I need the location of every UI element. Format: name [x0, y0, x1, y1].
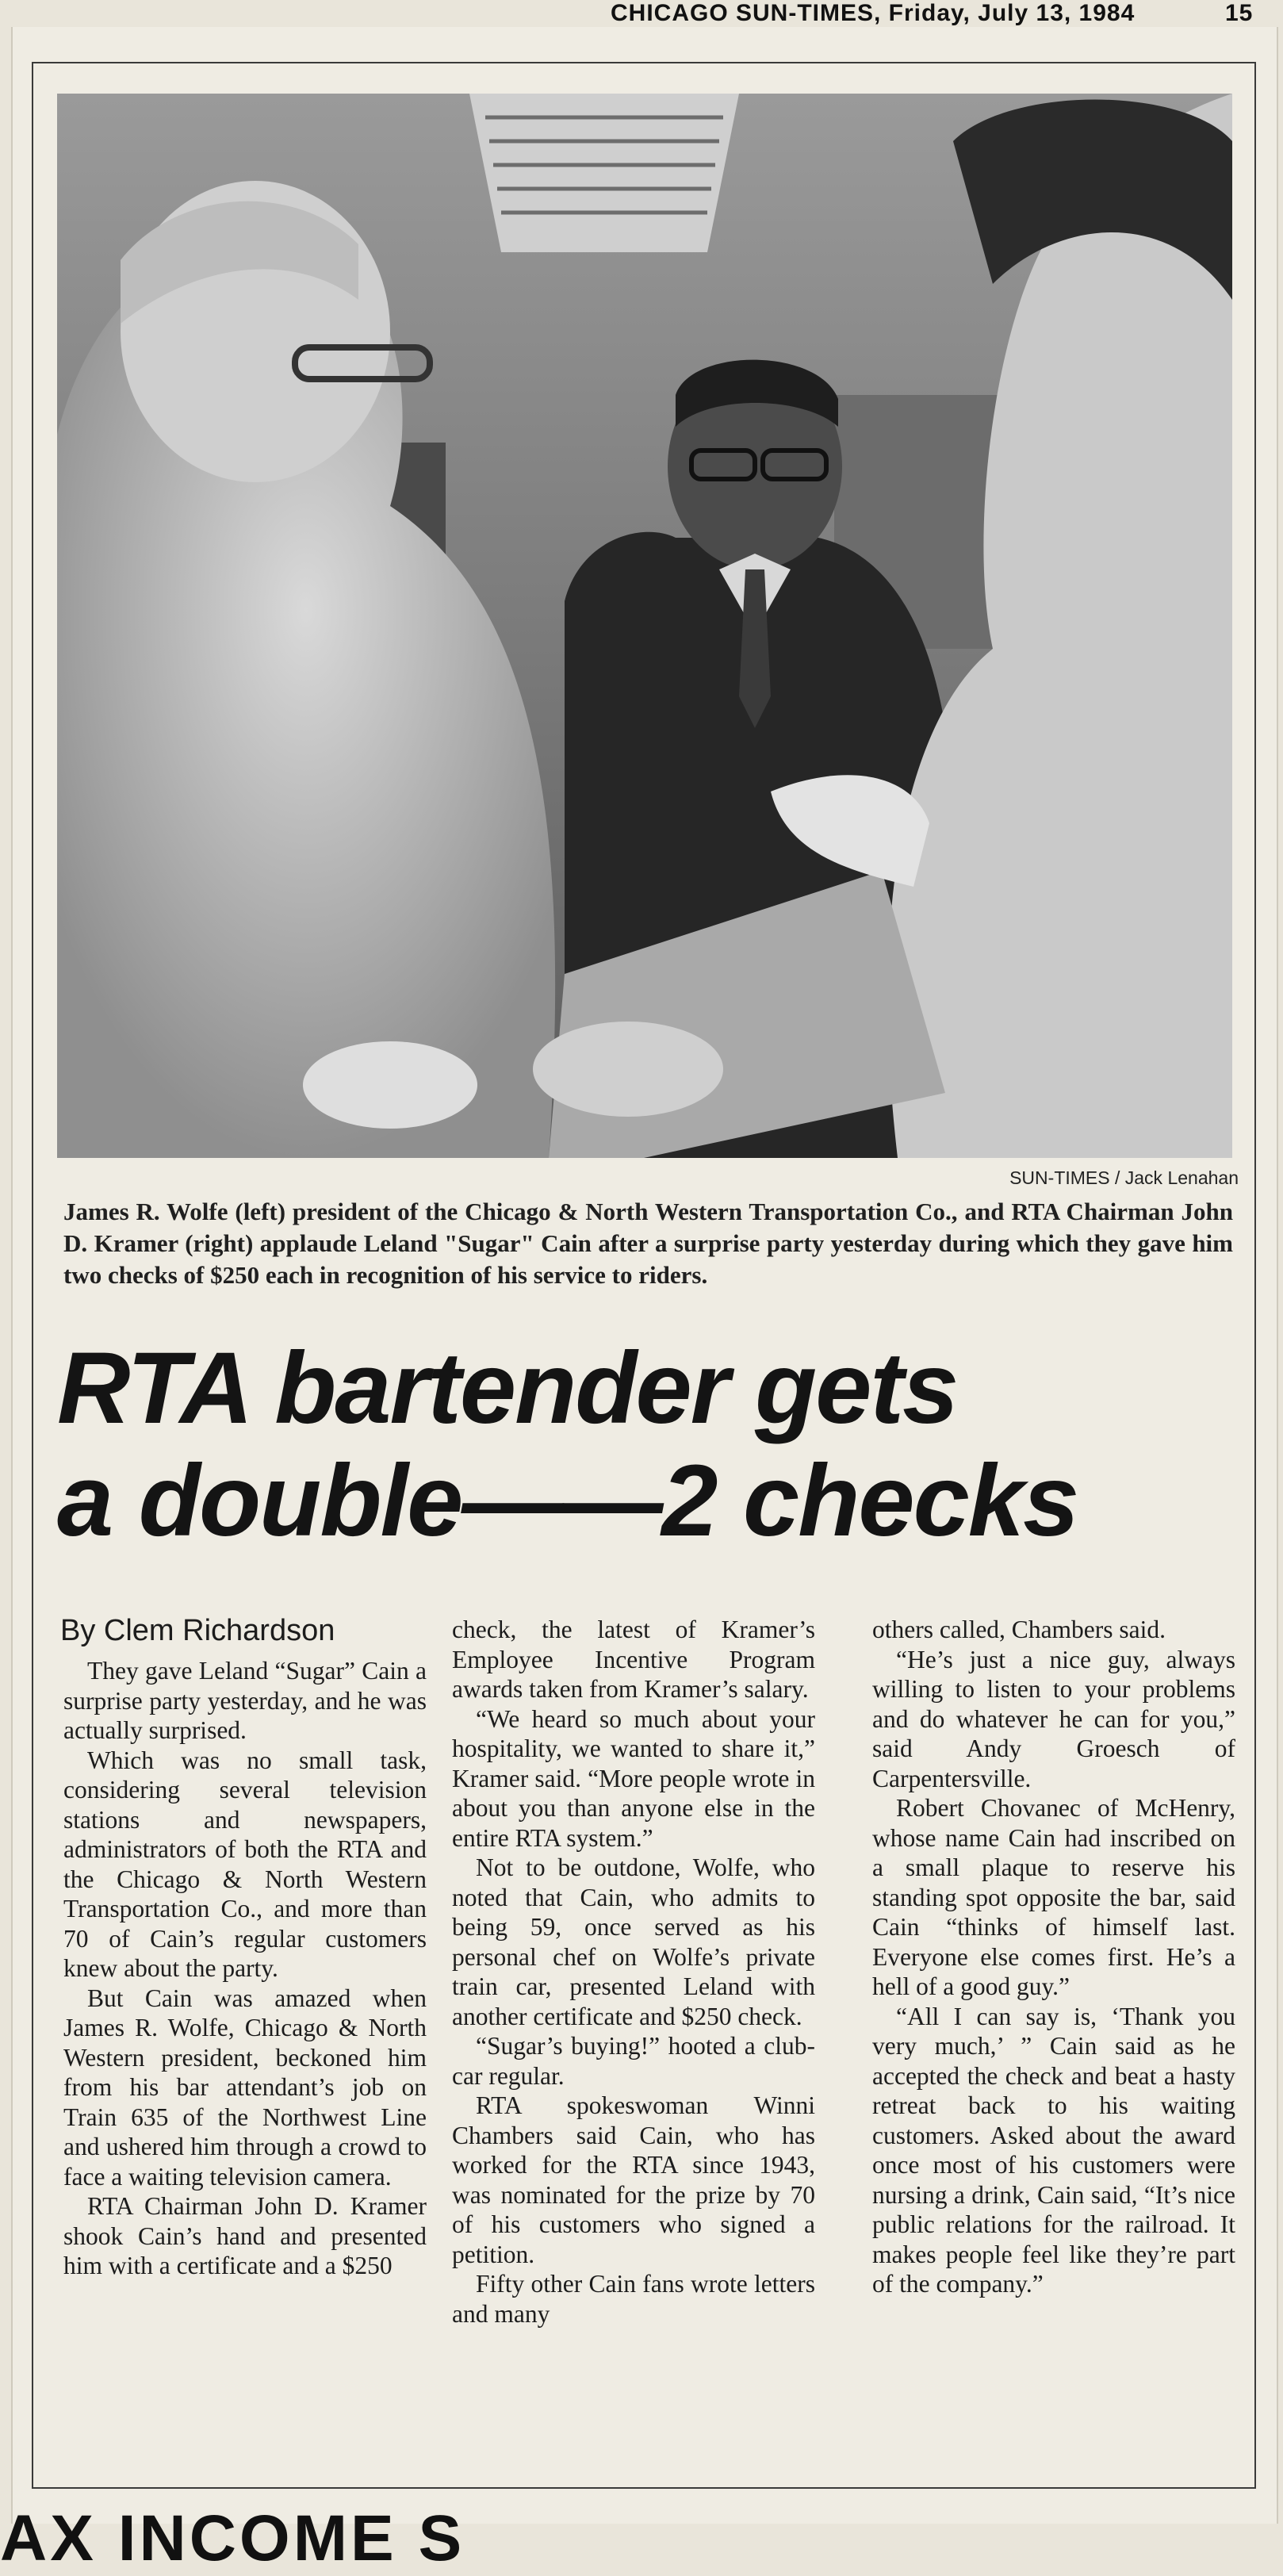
paragraph: “He’s just a nice guy, always willing to listen to your problems and do whatever he can for you,” said Andy Groesch of Carpentersville. [872, 1645, 1235, 1792]
paragraph: check, the latest of Kramer’s Employee Incentive Program awards taken from Kramer’s salary. [452, 1616, 815, 1703]
paragraph: “Sugar’s buying!” hooted a club-car regular. [452, 2032, 815, 2090]
paragraph: But Cain was amazed when James R. Wolfe, Chicago & North Western president, beckoned him from his bar attendant’s job on Train 635 of the Northwest Line and ushered him through a crowd to face a waiting television camera. [63, 1984, 427, 2191]
news-photo-illustration [57, 94, 1232, 1158]
paragraph: They gave Leland “Sugar” Cain a surprise party yesterday, and he was actually surprised. [63, 1657, 427, 1744]
headline-line-1: RTA bartender gets [57, 1332, 958, 1445]
next-article-teaser [0, 2502, 1283, 2574]
paragraph: RTA Chairman John D. Kramer shook Cain’s hand and presented him with a certificate and a $250 [63, 2192, 427, 2279]
paragraph: Which was no small task, considering several television stations and newspapers, administrators of both the RTA and the Chicago & North Western Transportation Co., and more than 70 of Cain’s regular customers knew about the party. [63, 1746, 427, 1982]
paragraph: RTA spokeswoman Winni Chambers said Cain, who has worked for the RTA since 1943, was nominated for the prize by 70 of his customers who signed a petition. [452, 2091, 815, 2268]
next-headline-fragment: AX INCOME S [0, 2502, 465, 2574]
paragraph: others called, Chambers said. [872, 1616, 1166, 1643]
photo-credit: SUN-TIMES / Jack Lenahan [1009, 1167, 1239, 1188]
article-column-1 [63, 1656, 427, 2281]
news-photo [57, 94, 1232, 1158]
publication-date-line: CHICAGO SUN-TIMES, Friday, July 13, 1984 [611, 0, 1136, 26]
article-frame [32, 62, 1256, 2489]
article-column-3 [872, 1615, 1235, 2299]
article-column-2 [452, 1615, 815, 2329]
byline: By Clem Richardson [60, 1614, 335, 1647]
paragraph: Not to be outdone, Wolfe, who noted that Cain, who admits to being 59, once served as his personal chef on Wolfe’s private train car, presented Leland with another certificate and $250 check. [452, 1853, 815, 2030]
headline [57, 1332, 1247, 1558]
paragraph: Robert Chovanec of McHenry, whose name Cain had inscribed on a small plaque to reserve his standing spot opposite the bar, said Cain “thinks of himself last. Everyone else comes first. He’s a hell of a good guy.” [872, 1794, 1235, 2000]
paragraph: Fifty other Cain fans wrote letters and many [452, 2270, 815, 2328]
paragraph: “We heard so much about your hospitality, we wanted to share it,” Kramer said. “More people wrote in about you than anyone else in the entire RTA system.” [452, 1704, 815, 1852]
headline-line-2: a double——2 checks [57, 1444, 1078, 1558]
photo-caption: James R. Wolfe (left) president of the Chicago & North Western Transportation Co., and RTA Chairman John D. Kramer (right) applaude Leland "Sugar" Cain after a surprise party yesterday during which they gave him two checks of $250 each in recognition of his service to riders. [63, 1198, 1233, 1289]
paragraph: “All I can say is, ‘Thank you very much,’ ” Cain said as he accepted the check and beat a hasty retreat back to his waiting customers. Asked about the award once most of his customers were nursing a drink, Cain said, “It’s nice public relations for the railroad. It makes people feel like they’re part of the company.” [872, 2002, 1235, 2298]
page-number: 15 [1225, 0, 1254, 26]
